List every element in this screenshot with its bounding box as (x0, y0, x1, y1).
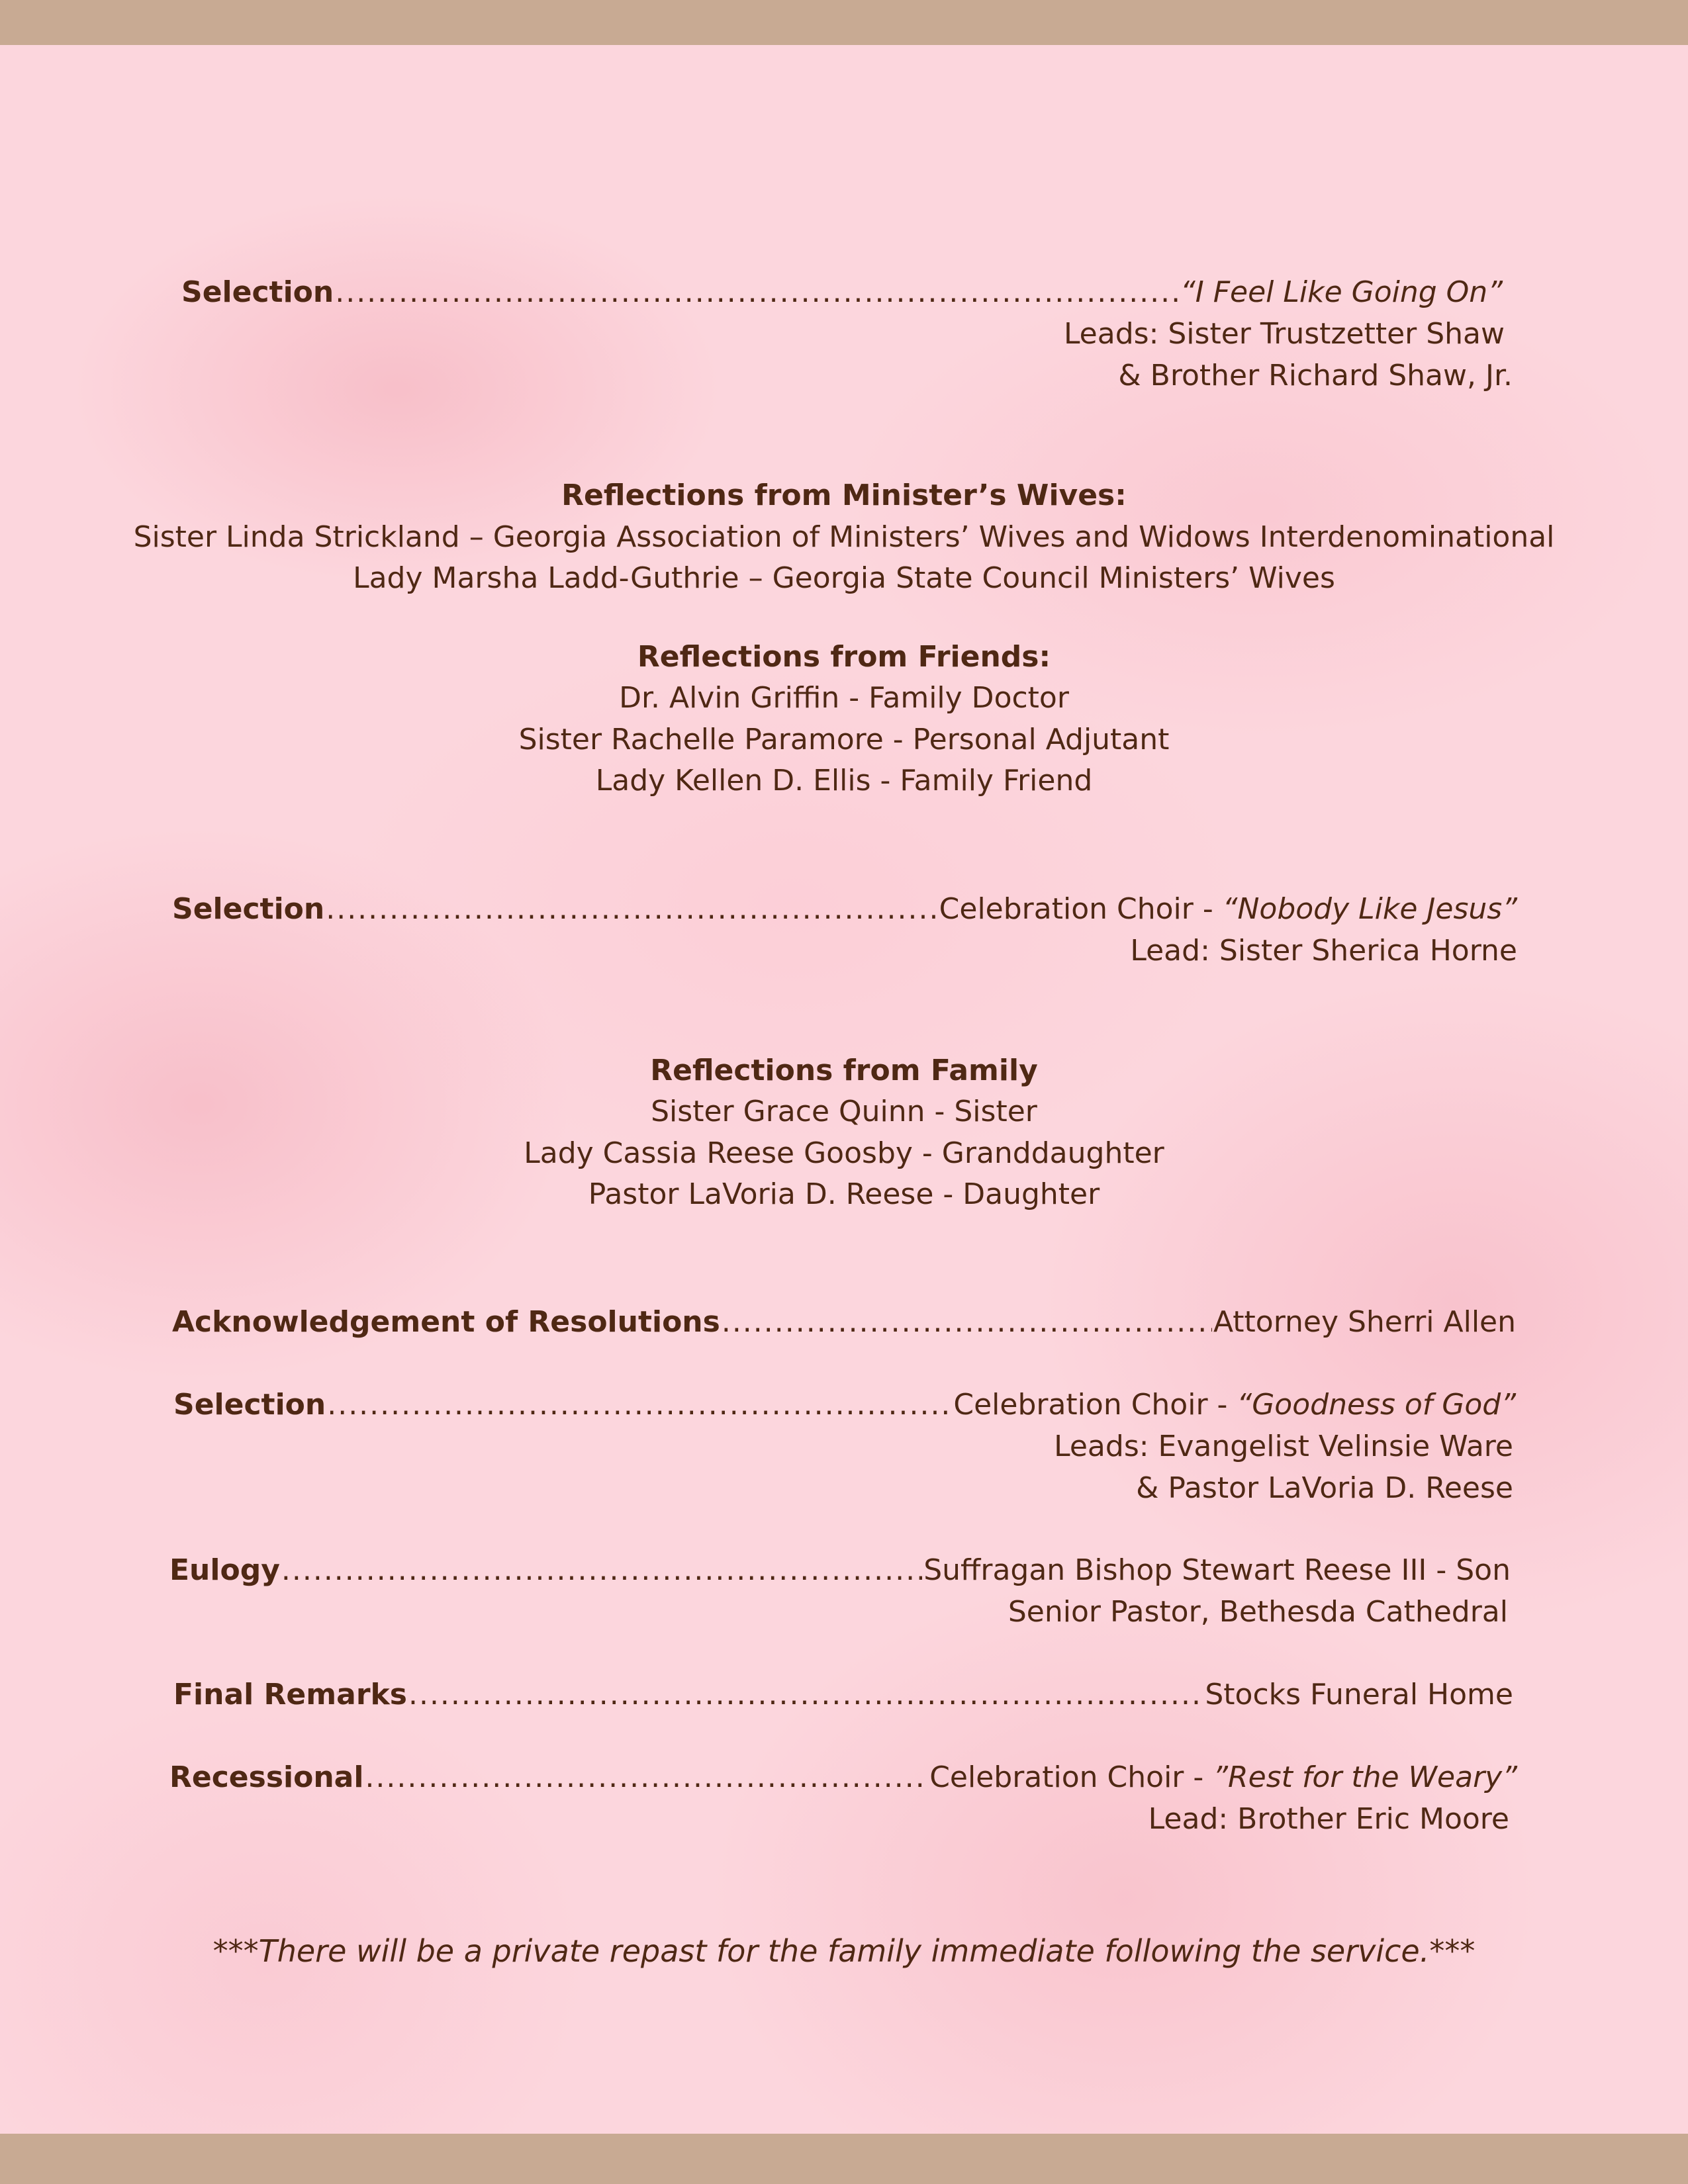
item-value: “I Feel Like Going On” (1180, 275, 1503, 309)
item-value: Attorney Sherri Allen (1213, 1305, 1516, 1339)
program-item-selection-3 (173, 1385, 1516, 1426)
item-label: Selection (181, 275, 334, 309)
repast-note: ***There will be a private repast for the family immediate following the service.*** (212, 1933, 1476, 1969)
item-subline: Leads: Sister Trustzetter Shaw (1063, 317, 1505, 351)
bottom-border-band (0, 2134, 1688, 2184)
program-item-selection-1 (181, 272, 1503, 313)
section-line: Lady Marsha Ladd-Guthrie – Georgia State Council Ministers’ Wives (353, 561, 1335, 595)
leader-dots (335, 272, 1179, 313)
item-subline: Lead: Brother Eric Moore (1148, 1802, 1509, 1836)
program-page (0, 45, 1688, 2134)
program-item-selection-2 (172, 889, 1517, 930)
leader-dots (408, 1674, 1203, 1715)
item-label: Selection (173, 1388, 326, 1422)
leader-dots (327, 1385, 952, 1426)
item-value (929, 1757, 1517, 1798)
value-title: “Goodness of God” (1237, 1388, 1516, 1422)
item-label: Recessional (169, 1760, 364, 1794)
value-prefix: Celebration Choir - (953, 1388, 1237, 1422)
item-label: Acknowledgement of Resolutions (172, 1305, 720, 1339)
section-line: Dr. Alvin Griffin - Family Doctor (619, 681, 1069, 715)
top-border-band (0, 0, 1688, 45)
item-subline: Leads: Evangelist Velinsie Ware (1054, 1430, 1513, 1463)
value-title: “Nobody Like Jesus” (1222, 892, 1517, 926)
item-label: Eulogy (169, 1553, 280, 1587)
item-subline: & Pastor LaVoria D. Reese (1136, 1471, 1513, 1505)
value-prefix: Celebration Choir - (939, 892, 1223, 926)
item-label: Final Remarks (173, 1678, 407, 1711)
section-heading: Reflections from Family (650, 1054, 1038, 1087)
leader-dots (722, 1302, 1212, 1343)
section-line: Lady Cassia Reese Goosby - Granddaughter (524, 1136, 1164, 1170)
section-line: Sister Grace Quinn - Sister (651, 1095, 1037, 1128)
item-value: Suffragan Bishop Stewart Reese III - Son (923, 1553, 1511, 1587)
program-item-final-remarks (173, 1674, 1513, 1715)
item-subline: Lead: Sister Sherica Horne (1130, 934, 1517, 968)
section-heading: Reflections from Friends: (637, 640, 1051, 674)
program-item-eulogy (169, 1550, 1511, 1591)
leader-dots (326, 889, 937, 930)
program-item-resolutions (172, 1302, 1516, 1343)
item-subline: & Brother Richard Shaw, Jr. (1118, 359, 1513, 392)
value-prefix: Celebration Choir - (929, 1760, 1213, 1794)
item-value: Stocks Funeral Home (1205, 1678, 1513, 1711)
section-line: Sister Linda Strickland – Georgia Association of Ministers’ Wives and Widows Interdenominational (133, 520, 1555, 554)
item-subline: Senior Pastor, Bethesda Cathedral (1008, 1595, 1508, 1629)
section-line: Sister Rachelle Paramore - Personal Adjutant (518, 723, 1170, 756)
item-label: Selection (172, 892, 325, 926)
value-title: ”Rest for the Weary” (1213, 1760, 1517, 1794)
leader-dots (281, 1550, 922, 1591)
section-line: Pastor LaVoria D. Reese - Daughter (588, 1177, 1100, 1211)
item-value (953, 1385, 1516, 1426)
item-value (939, 889, 1517, 930)
section-heading: Reflections from Minister’s Wives: (561, 478, 1127, 512)
program-item-recessional (169, 1757, 1517, 1798)
section-line: Lady Kellen D. Ellis - Family Friend (595, 764, 1093, 797)
leader-dots (365, 1757, 928, 1798)
